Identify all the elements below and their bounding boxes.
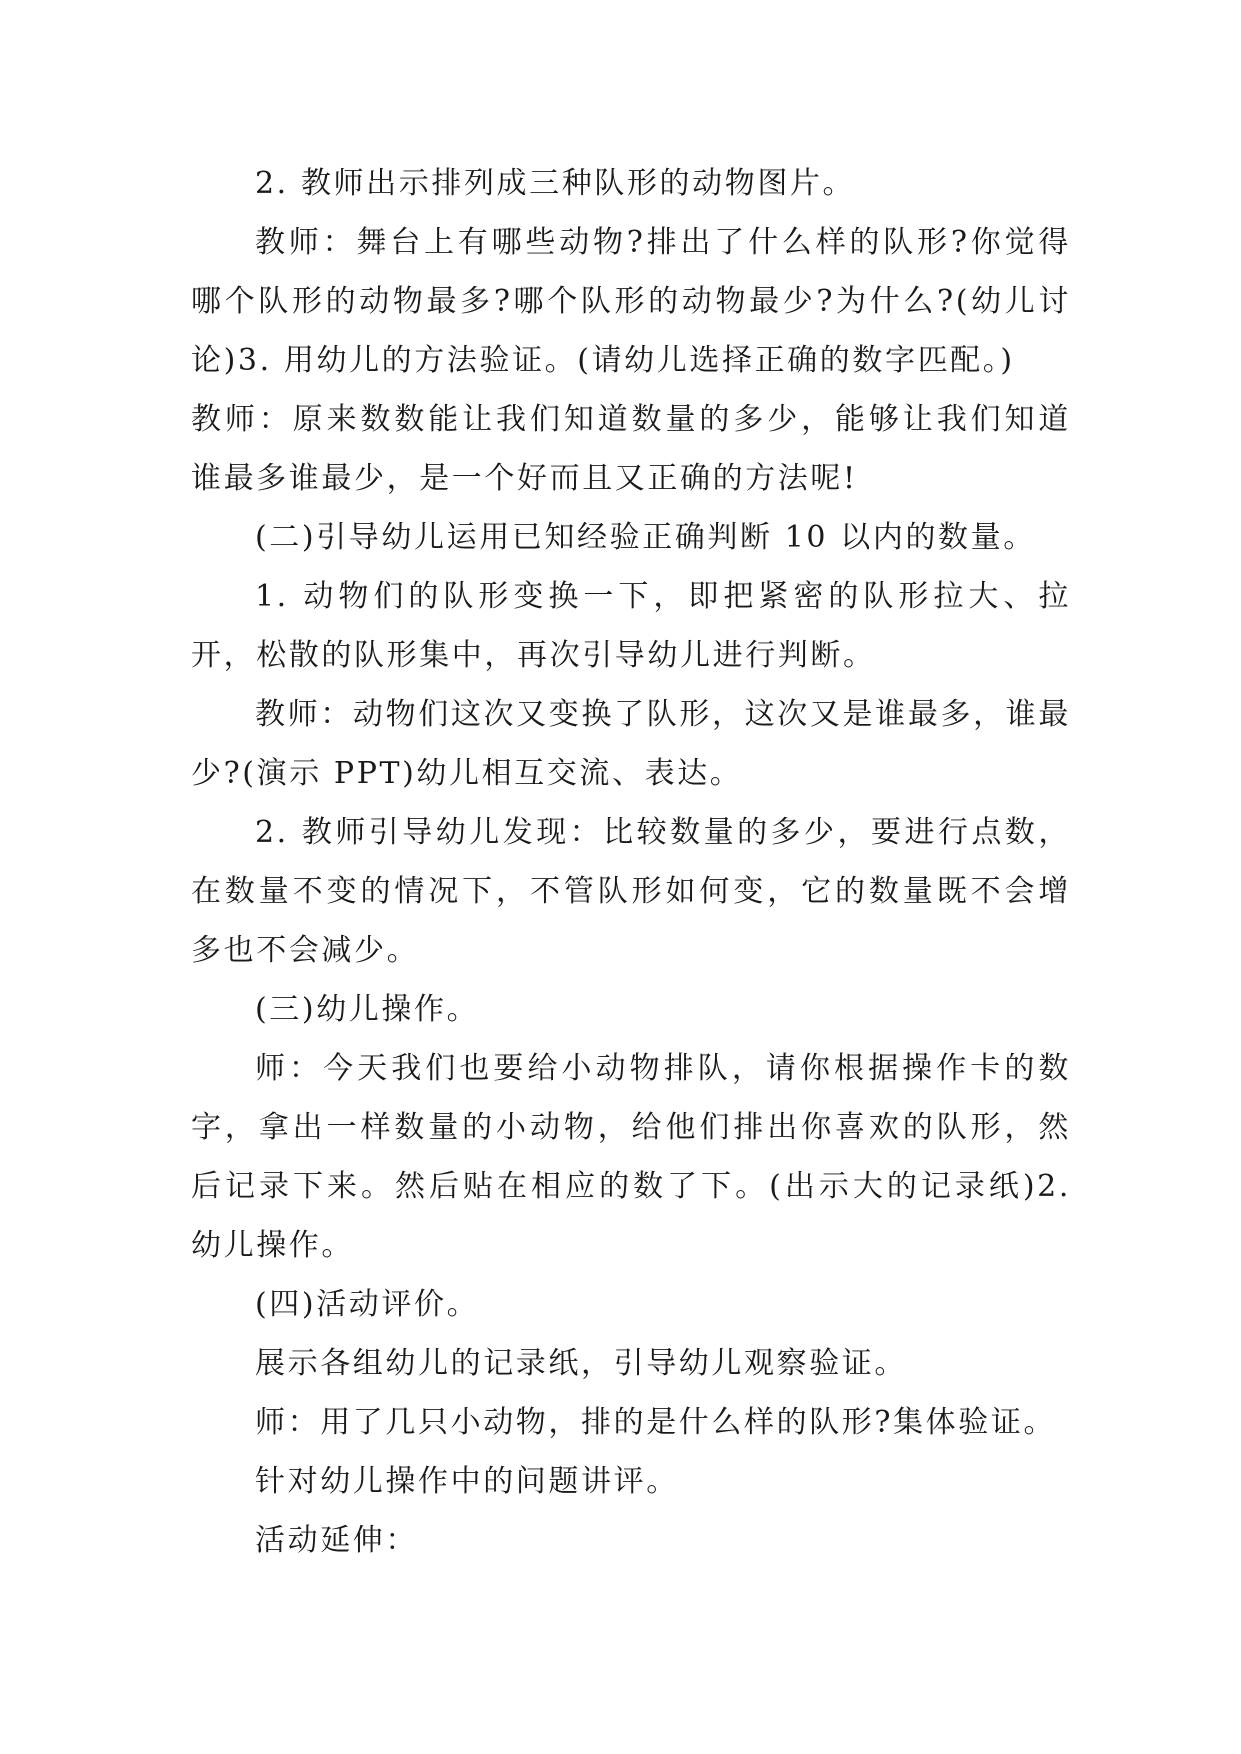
paragraph-teacher-guide: 2. 教师引导幼儿发现：比较数量的多少，要进行点数，在数量不变的情况下，不管队形如何变，它的数量既不会增多也不会减少。 <box>191 815 1071 968</box>
paragraph-review: 针对幼儿操作中的问题讲评。 <box>255 1464 679 1499</box>
paragraph-formation-change: 1. 动物们的队形变换一下，即把紧密的队形拉大、拉开，松散的队形集中，再次引导幼儿进行判断。 <box>191 579 1071 673</box>
section-heading-4: (四)活动评价。 <box>255 1287 480 1322</box>
paragraph-extension-heading: 活动延伸： <box>255 1523 418 1558</box>
paragraph-group-verify: 师：用了几只小动物，排的是什么样的队形?集体验证。 <box>255 1405 1057 1440</box>
document-body <box>191 154 1071 1570</box>
paragraph-operation-instructions: 师：今天我们也要给小动物排队，请你根据操作卡的数字，拿出一样数量的小动物，给他们排出你喜欢的队形，然后记录下来。然后贴在相应的数了下。(出示大的记录纸)2. 幼儿操作。 <box>191 1051 1071 1263</box>
paragraph-teacher-counting: 教师：原来数数能让我们知道数量的多少，能够让我们知道谁最多谁最少，是一个好而且又正确的方法呢! <box>191 402 1071 496</box>
paragraph-teacher-questions: 教师：舞台上有哪些动物?排出了什么样的队形?你觉得哪个队形的动物最多?哪个队形的动物最少?为什么?(幼儿讨论)3. 用幼儿的方法验证。(请幼儿选择正确的数字匹配。) <box>191 225 1071 378</box>
paragraph-step-2-show-pictures: 2. 教师出示排列成三种队形的动物图片。 <box>255 166 856 201</box>
paragraph-teacher-formation: 教师：动物们这次又变换了队形，这次又是谁最多，谁最少?(演示 PPT)幼儿相互交流、表达。 <box>191 697 1071 791</box>
section-heading-2: (二)引导幼儿运用已知经验正确判断 10 以内的数量。 <box>255 520 1036 555</box>
paragraph-show-records: 展示各组幼儿的记录纸，引导幼儿观察验证。 <box>255 1346 907 1381</box>
section-heading-3: (三)幼儿操作。 <box>255 992 480 1027</box>
